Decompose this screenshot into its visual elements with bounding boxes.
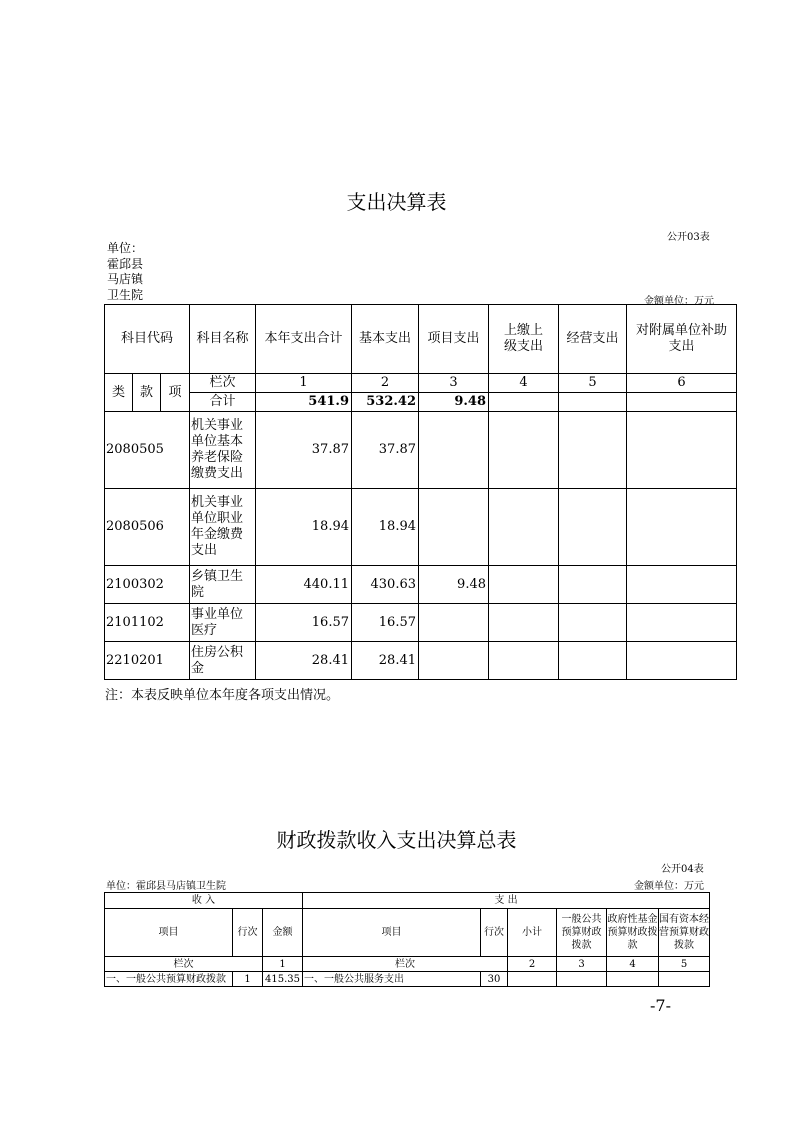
row-basic: 16.57 [352,604,419,642]
expense-header: 支 出 [303,893,710,909]
table-row [105,566,737,604]
header-code: 科目代码 [105,305,190,374]
expense-item-header: 项目 [303,909,481,957]
col-number: 3 [557,957,607,972]
row-basic: 37.87 [352,412,419,489]
row-code: 2210201 [105,642,190,680]
income-amount-header: 金额 [263,909,303,957]
income-lanci: 栏次 [105,957,263,972]
row-code: 2101102 [105,604,190,642]
unit-line: 霍邱县 [107,256,144,271]
table-row [105,972,710,987]
row-name: 事业单位医疗 [190,604,256,642]
income-row-no: 1 [233,972,263,987]
col-number: 4 [489,374,559,393]
expenditure-table [104,304,737,680]
table1-unit [107,241,143,303]
header-name: 科目名称 [190,305,256,374]
header-subsidy: 对附属单位补助支出 [627,305,737,374]
row-total: 37.87 [256,412,352,489]
header-basic: 基本支出 [352,305,419,374]
col-number: 5 [559,374,627,393]
row-basic: 430.63 [352,566,419,604]
expense-item: 一、一般公共服务支出 [303,972,481,987]
row-code: 2080505 [105,412,190,489]
row-name: 机关事业单位基本养老保险缴费支出 [190,412,256,489]
row-total: 28.41 [256,642,352,680]
row-name: 机关事业单位职业年金缴费支出 [190,489,256,566]
table2-header-row [105,909,710,957]
row-project [419,642,489,680]
row-project: 9.48 [419,566,489,604]
col-number: 2 [352,374,419,393]
total-basic: 532.42 [352,393,419,412]
expense-lanci: 栏次 [303,957,508,972]
table-row [105,604,737,642]
row-code: 2080506 [105,489,190,566]
header-project: 项目支出 [419,305,489,374]
table2-lanci-row [105,957,710,972]
unit-label: 单位： [107,241,144,255]
subtotal-header: 小计 [508,909,557,957]
table1-amount-unit: 金额单位：万元 [644,296,714,307]
row-basic: 18.94 [352,489,419,566]
col-number: 1 [263,957,303,972]
state-capital-header: 国有资本经营预算财政拨款 [659,909,710,957]
row-name: 乡镇卫生院 [190,566,256,604]
general-budget-header: 一般公共预算财政拨款 [557,909,607,957]
expense-row-header: 行次 [481,909,508,957]
header-xiang: 项 [161,374,190,412]
table1-title: 支出决算表 [346,190,447,214]
row-project [419,604,489,642]
table2-amount-unit: 金额单位：万元 [634,881,704,892]
total-label: 合计 [190,393,256,412]
header-upper: 上缴上级支出 [489,305,559,374]
row-name: 住房公积金 [190,642,256,680]
table1-note: 注：本表反映单位本年度各项支出情况。 [105,688,340,703]
lanci-row [105,374,737,393]
unit-line: 马店镇 [107,272,144,286]
row-basic: 28.41 [352,642,419,680]
col-number: 5 [659,957,710,972]
income-row-header: 行次 [233,909,263,957]
table-row [105,412,737,489]
income-header: 收 入 [105,893,303,909]
row-project [419,412,489,489]
header-total: 本年支出合计 [256,305,352,374]
total-row [105,393,737,412]
lanci-label: 栏次 [190,374,256,393]
header-operating: 经营支出 [559,305,627,374]
page-number: -7- [650,996,671,1015]
fiscal-summary-table [104,892,710,987]
table-row [105,489,737,566]
total-sum: 541.9 [256,393,352,412]
total-project: 9.48 [419,393,489,412]
header-lei: 类 [105,374,133,412]
income-item: 一、一般公共预算财政拨款 [105,972,233,987]
table2-title: 财政拨款收入支出决算总表 [276,828,517,852]
header-row [105,305,737,374]
col-number: 3 [419,374,489,393]
table2-form-no: 公开04表 [661,864,704,875]
col-number: 1 [256,374,352,393]
unit-line: 卫生院 [107,287,144,302]
row-total: 18.94 [256,489,352,566]
header-kuan: 款 [133,374,161,412]
table2-section-row [105,893,710,909]
table-row [105,642,737,680]
row-project [419,489,489,566]
col-number: 2 [508,957,557,972]
expense-row-no: 30 [481,972,508,987]
col-number: 6 [627,374,737,393]
income-amount: 415.35 [263,972,303,987]
table1-form-no: 公开03表 [667,232,710,243]
row-total: 440.11 [256,566,352,604]
income-item-header: 项目 [105,909,233,957]
row-total: 16.57 [256,604,352,642]
row-code: 2100302 [105,566,190,604]
fund-budget-header: 政府性基金预算财政拨款 [607,909,659,957]
table2-unit: 单位：霍邱县马店镇卫生院 [106,881,226,892]
col-number: 4 [607,957,659,972]
